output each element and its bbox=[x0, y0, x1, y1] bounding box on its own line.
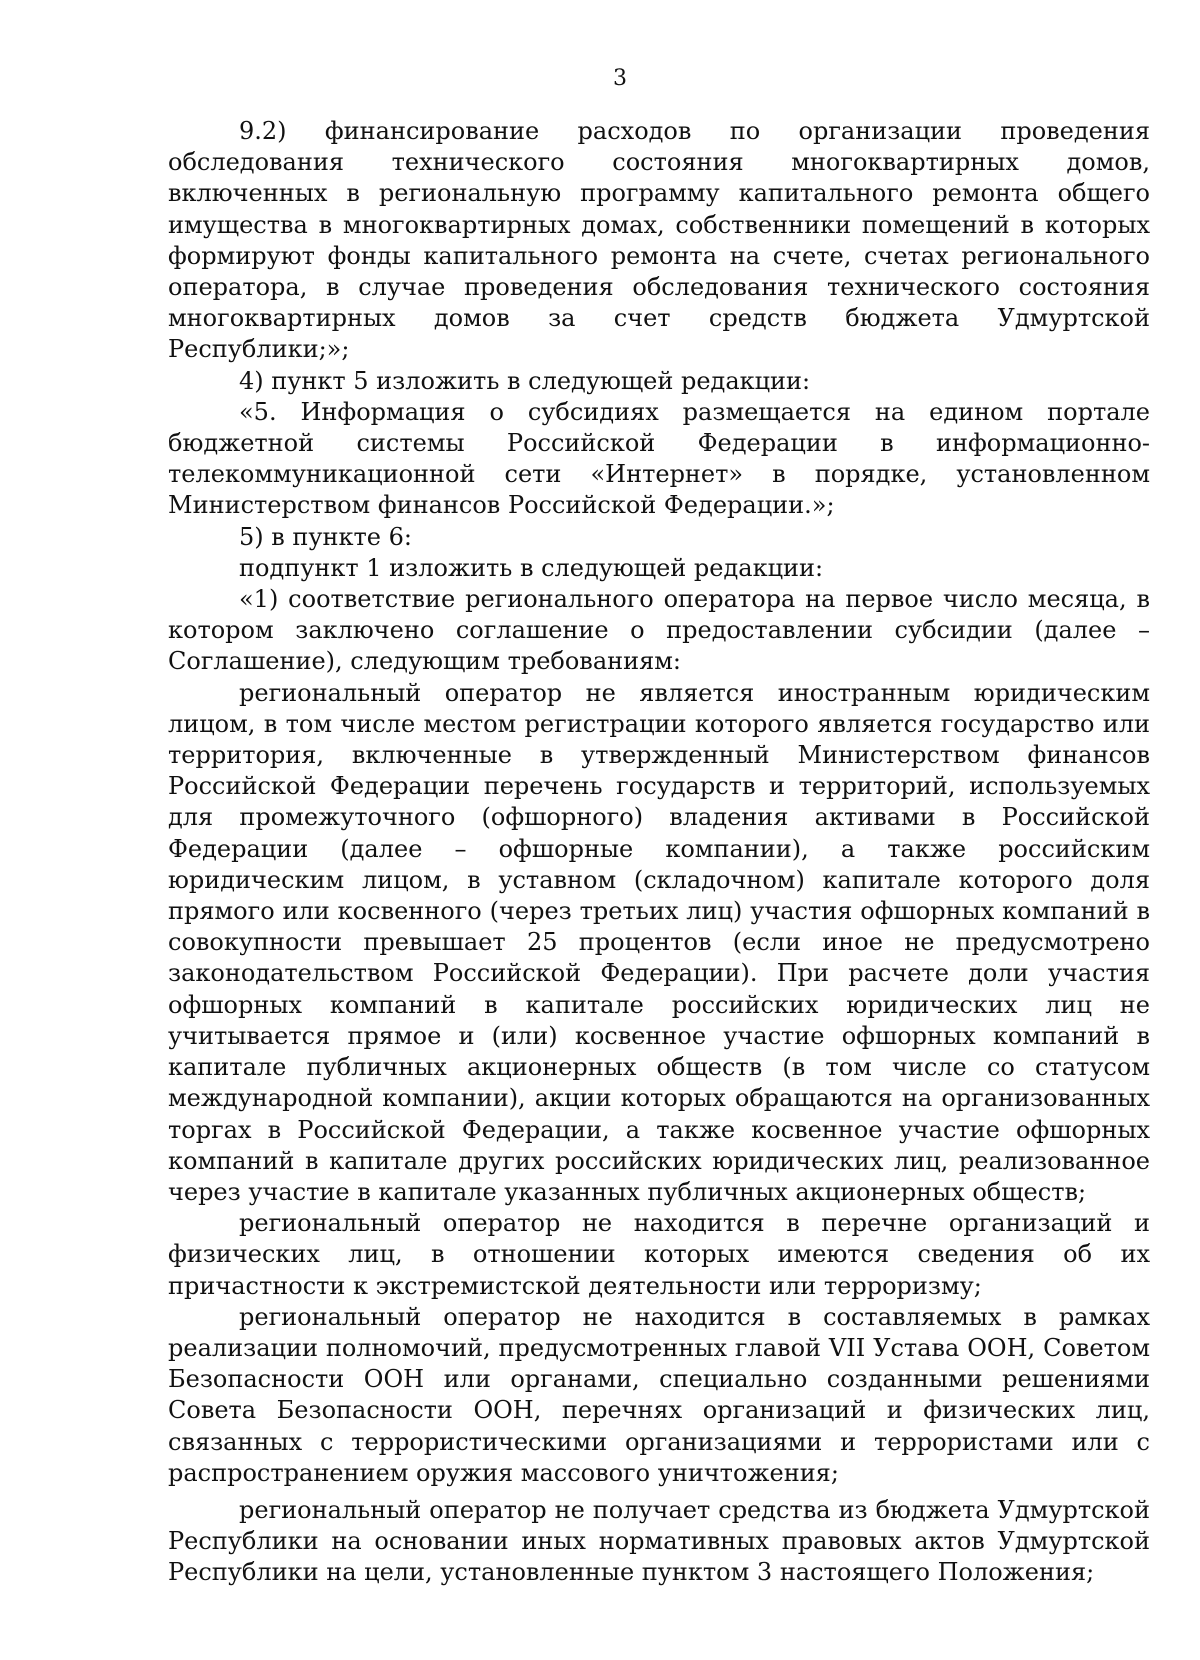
paragraph-subitem-1: подпункт 1 изложить в следующей редакции: bbox=[239, 553, 824, 582]
page-number: 3 bbox=[613, 66, 627, 91]
paragraph-requirement-extremism: региональный оператор не находится в перечне организаций и физических лиц, в отношении которых имеются сведения об их причастности к экстремистской деятельности или терроризму; bbox=[168, 1209, 1150, 1300]
paragraph-item-5-text: «5. Информация о субсидиях размещается на едином портале бюджетной системы Российской Федерации в информационно-телекоммуникационной сети «Интернет» в порядке, установленном Министерством финансов Российской Федерации.»; bbox=[168, 397, 1150, 520]
paragraph-requirements-intro: «1) соответствие регионального оператора на первое число месяца, в котором заключено соглашение о предоставлении субсидии (далее – Соглашение), следующим требованиям: bbox=[168, 585, 1150, 676]
paragraph-requirement-offshore: региональный оператор не является иностранным юридическим лицом, в том числе местом регистрации которого является государство или территория, включенные в утвержденный Министерством финансов Российской Федерации перечень государств и территорий, используемых для промежуточного (офшорного) владения активами в Российской Федерации (далее – офшорные компании), а также российским юридическим лицом, в уставном (складочном) капитале которого доля прямого или косвенного (через третьих лиц) участия офшорных компаний в совокупности превышает 25 процентов (если иное не предусмотрено законодательством Российской Федерации). При расчете доли участия офшорных компаний в капитале российских юридических лиц не учитывается прямое и (или) косвенное участие офшорных компаний в капитале публичных акционерных обществ (в том числе со статусом международной компании), акции которых обращаются на организованных торгах в Российской Федерации, а также косвенное участие офшорных компаний в капитале других российских юридических лиц, реализованное через участие в капитале указанных публичных акционерных обществ; bbox=[168, 678, 1150, 1206]
paragraph-item-5-point-6: 5) в пункте 6: bbox=[239, 522, 412, 551]
paragraph-9-2-financing: 9.2) финансирование расходов по организации проведения обследования технического состояния многоквартирных домов, включенных в региональную программу капитального ремонта общего имущества в многоквартирных домах, собственники помещений в которых формируют фонды капитального ремонта на счете, счетах регионального оператора, в случае проведения обследования технического состояния многоквартирных домов за счет средств бюджета Удмуртской Республики;»; bbox=[168, 117, 1150, 364]
paragraph-requirement-budget: региональный оператор не получает средства из бюджета Удмуртской Республики на основании иных нормативных правовых актов Удмуртской Республики на цели, установленные пунктом 3 настоящего Положения; bbox=[168, 1495, 1150, 1587]
paragraph-item-4: 4) пункт 5 изложить в следующей редакции: bbox=[239, 366, 811, 395]
paragraph-requirement-un-lists: региональный оператор не находится в составляемых в рамках реализации полномочий, предусмотренных главой VII Устава ООН, Советом Безопасности ООН или органами, специально созданными решениями Совета Безопасности ООН, перечнях организаций и физических лиц, связанных с террористическими организациями и террористами или с распространением оружия массового уничтожения; bbox=[168, 1302, 1150, 1487]
document-body bbox=[168, 116, 1150, 1589]
